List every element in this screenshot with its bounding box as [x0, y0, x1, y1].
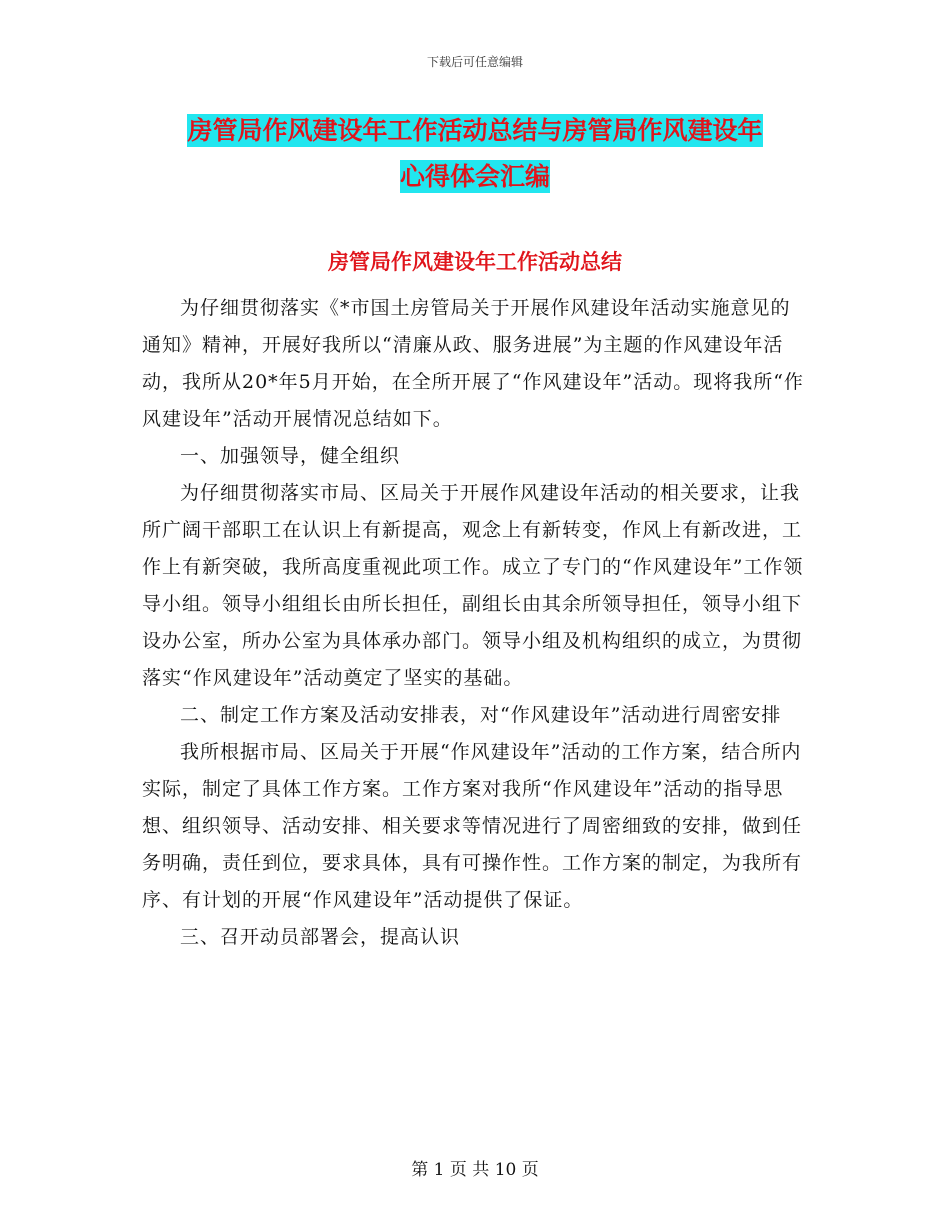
heading-3: 三、召开动员部署会，提高认识	[180, 926, 461, 948]
title-line-2: 心得体会汇编	[399, 162, 550, 191]
heading-1: 一、加强领导，健全组织	[180, 445, 401, 467]
paragraph: 为仔细贯彻落实《*市国土房管局关于开展作风建设年活动实施意见的通知》精神，开展好我所以“清廉从政、服务进展”为主题的作风建设年活动，我所从20*年5月开始，在全所开展了“作风建设年”活动。现将我所“作风建设年”活动开展情况总结如下。	[142, 297, 804, 430]
paragraph: 为仔细贯彻落实市局、区局关于开展作风建设年活动的相关要求，让我所广阔干部职工在认识上有新提高，观念上有新转变，作风上有新改进，工作上有新突破，我所高度重视此项工作。成立了专门的“作风建设年”工作领导小组。领导小组组长由所长担任，副组长由其余所领导担任，领导小组下设办公室，所办公室为具体承办部门。领导小组及机构组织的成立，为贯彻落实“作风建设年”活动奠定了坚实的基础。	[142, 482, 804, 689]
document-title	[120, 108, 830, 200]
header-note: 下载后可任意编辑	[426, 55, 523, 69]
page-footer: 第 1 页 共 10 页	[411, 1160, 539, 1180]
heading-2: 二、制定工作方案及活动安排表，对“作风建设年”活动进行周密安排	[180, 704, 782, 726]
paragraph: 我所根据市局、区局关于开展“作风建设年”活动的工作方案，结合所内实际，制定了具体工作方案。工作方案对我所“作风建设年”活动的指导思想、组织领导、活动安排、相关要求等情况进行了周密细致的安排，做到任务明确，责任到位，要求具体，具有可操作性。工作方案的制定，为我所有序、有计划的开展“作风建设年”活动提供了保证。	[142, 741, 803, 911]
document-body	[142, 290, 810, 956]
section-title: 房管局作风建设年工作活动总结	[328, 249, 622, 274]
title-line-1: 房管局作风建设年工作活动总结与房管局作风建设年	[187, 116, 763, 145]
